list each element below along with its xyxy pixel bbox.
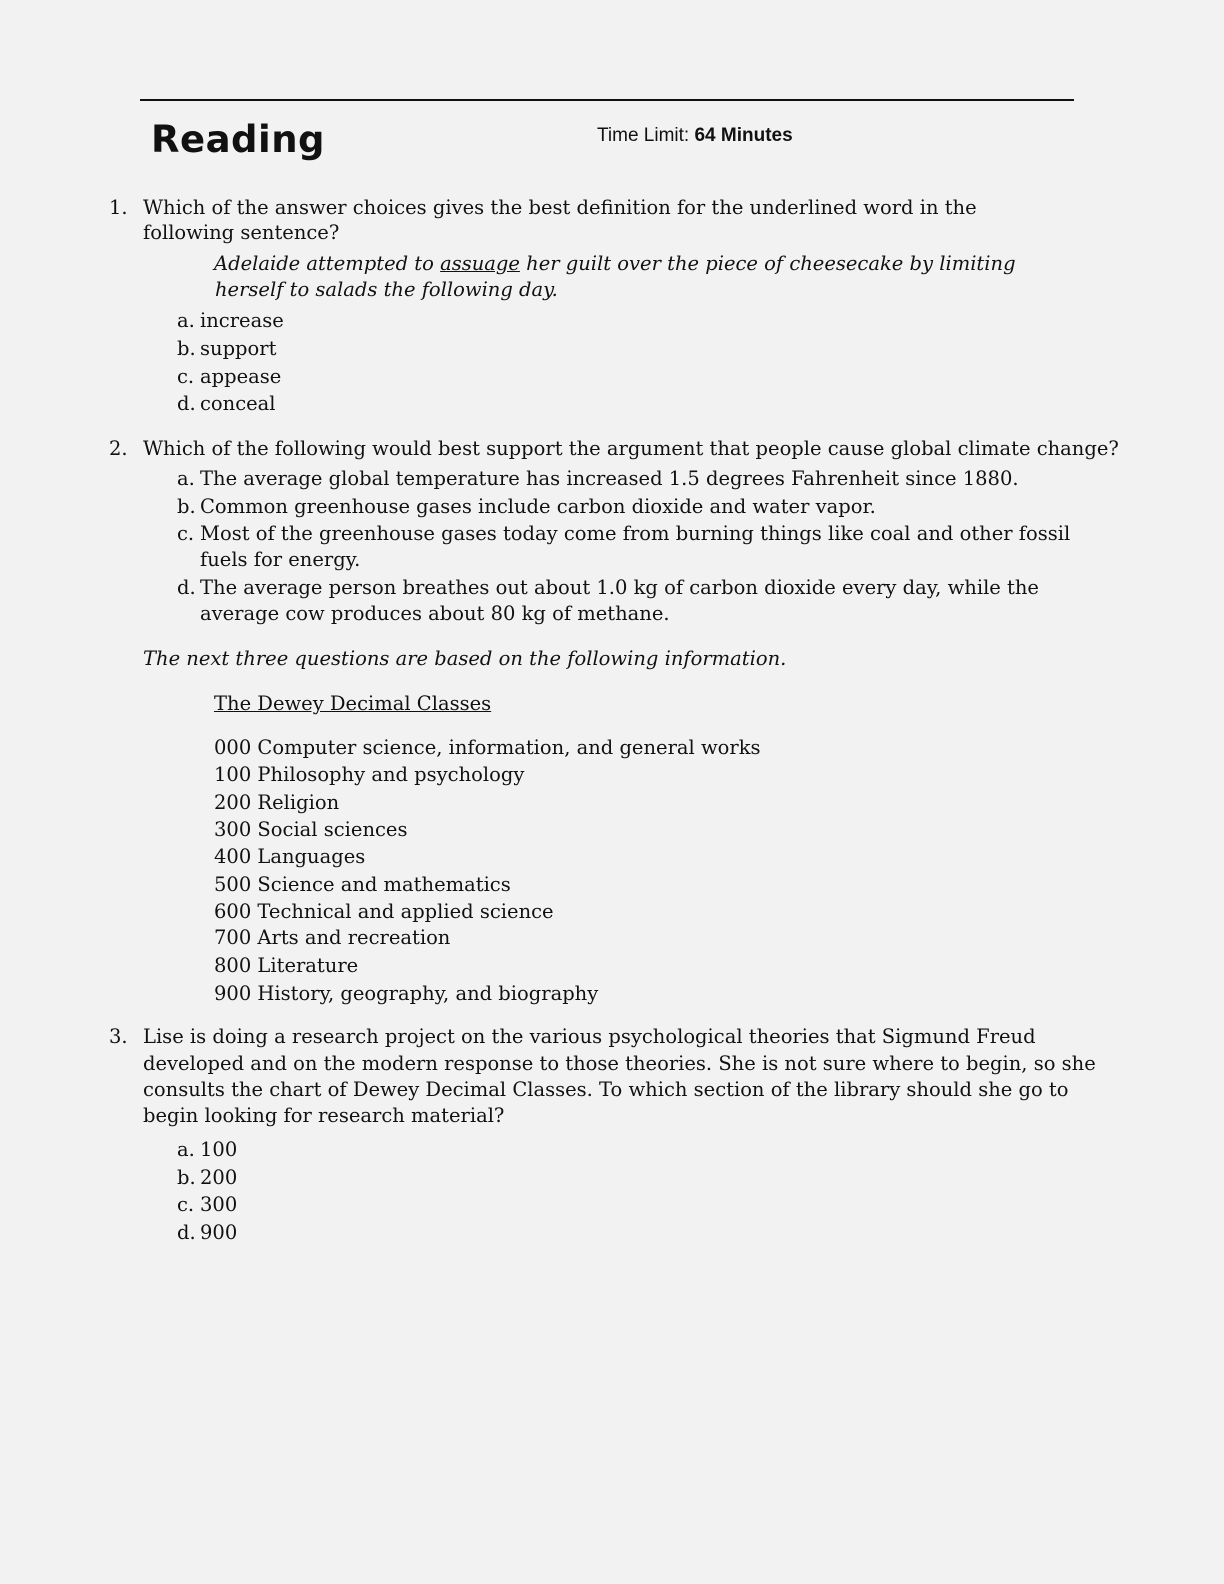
q2-option-a[interactable]: The average global temperature has increased 1.5 degrees Fahrenheit since 1880. — [200, 467, 1019, 490]
time-limit-value: 64 Minutes — [694, 125, 793, 146]
q2-option-c-line1[interactable]: Most of the greenhouse gases today come from burning things like coal and other fossil — [200, 522, 1071, 545]
q3-option-c[interactable]: 300 — [200, 1193, 238, 1216]
q2-stem: Which of the following would best support the argument that people cause global climate change? — [143, 437, 1119, 460]
q2-option-d-letter: d. — [177, 576, 196, 599]
q3-option-d-letter: d. — [177, 1221, 196, 1244]
q1-option-c-letter: c. — [177, 365, 195, 388]
q2-option-c-line2[interactable]: fuels for energy. — [200, 548, 361, 571]
q1-option-d[interactable]: conceal — [200, 392, 276, 415]
header-rule — [140, 99, 1074, 101]
q2-number: 2. — [109, 437, 128, 460]
q2-option-d-line2[interactable]: average cow produces about 80 kg of methane. — [200, 602, 670, 625]
q2-option-c-letter: c. — [177, 522, 195, 545]
q3-option-a[interactable]: 100 — [200, 1138, 238, 1161]
dewey-class: 500 Science and mathematics — [214, 873, 511, 896]
dewey-class: 700 Arts and recreation — [214, 926, 451, 949]
q3-stem-line: consults the chart of Dewey Decimal Classes. To which section of the library should she go to — [143, 1078, 1069, 1101]
q3-stem-line: begin looking for research material? — [143, 1104, 505, 1127]
dewey-class: 200 Religion — [214, 791, 340, 814]
q1-sentence-line2: herself to salads the following day. — [215, 278, 558, 301]
q3-option-a-letter: a. — [177, 1138, 195, 1161]
q1-underlined-word: assuage — [440, 252, 520, 275]
q2-option-d-line1[interactable]: The average person breathes out about 1.0 kg of carbon dioxide every day, while the — [200, 576, 1039, 599]
q1-option-a-letter: a. — [177, 309, 195, 332]
q3-stem-line: developed and on the modern response to those theories. She is not sure where to begin, so she — [143, 1052, 1096, 1075]
q3-option-b-letter: b. — [177, 1166, 196, 1189]
q1-sentence-line1 — [214, 251, 1016, 277]
q2-option-b[interactable]: Common greenhouse gases include carbon dioxide and water vapor. — [200, 495, 876, 518]
q1-sentence-post: her guilt over the piece of cheesecake by limiting — [519, 252, 1016, 275]
page-title: Reading — [151, 118, 326, 161]
q3-number: 3. — [109, 1025, 128, 1048]
time-limit-label: Time Limit: — [597, 125, 690, 146]
dewey-class: 800 Literature — [214, 954, 359, 977]
q2-option-b-letter: b. — [177, 495, 196, 518]
dewey-class: 400 Languages — [214, 845, 366, 868]
q1-option-b-letter: b. — [177, 337, 196, 360]
dewey-title: The Dewey Decimal Classes — [214, 692, 492, 715]
passage-intro: The next three questions are based on the following information. — [143, 647, 787, 670]
dewey-class: 900 History, geography, and biography — [214, 982, 599, 1005]
dewey-class: 300 Social sciences — [214, 818, 408, 841]
dewey-class: 000 Computer science, information, and general works — [214, 736, 761, 759]
q3-option-c-letter: c. — [177, 1193, 195, 1216]
time-limit — [597, 125, 793, 147]
q1-option-c[interactable]: appease — [200, 365, 282, 388]
dewey-class: 100 Philosophy and psychology — [214, 763, 525, 786]
q1-option-a[interactable]: increase — [200, 309, 284, 332]
q1-stem-line1: Which of the answer choices gives the best definition for the underlined word in the — [143, 196, 977, 219]
q3-stem-line: Lise is doing a research project on the various psychological theories that Sigmund Freud — [143, 1025, 1036, 1048]
dewey-class: 600 Technical and applied science — [214, 900, 554, 923]
q1-option-b[interactable]: support — [200, 337, 277, 360]
q3-option-d[interactable]: 900 — [200, 1221, 238, 1244]
q1-option-d-letter: d. — [177, 392, 196, 415]
q1-sentence-pre: Adelaide attempted to — [214, 252, 441, 275]
q1-number: 1. — [109, 196, 128, 219]
q1-stem-line2: following sentence? — [143, 221, 340, 244]
q3-option-b[interactable]: 200 — [200, 1166, 238, 1189]
q2-option-a-letter: a. — [177, 467, 195, 490]
